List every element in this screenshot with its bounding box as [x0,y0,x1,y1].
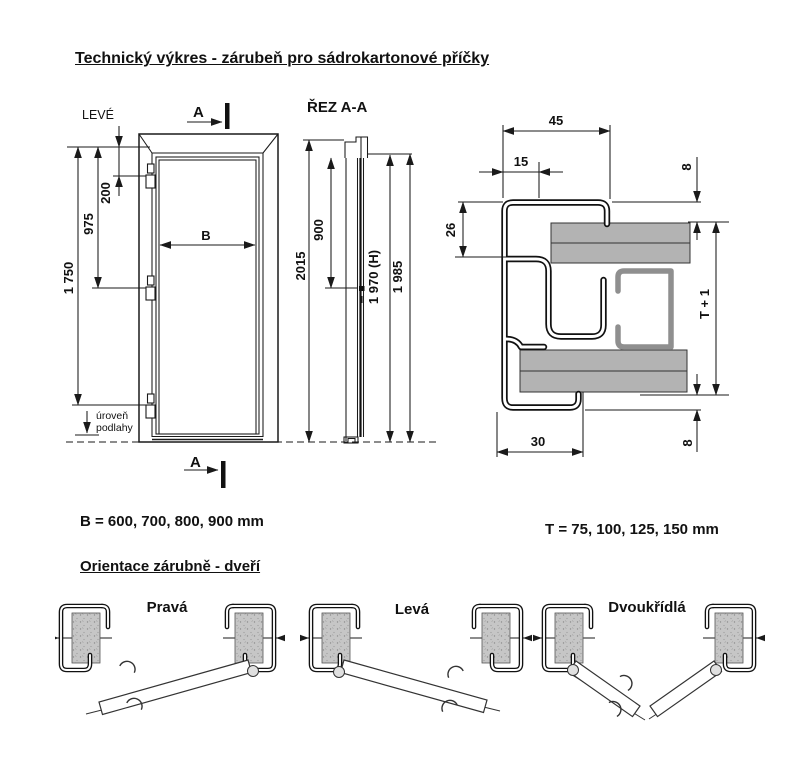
cross-section-dimension-lines [455,125,729,457]
orientation-label-leva: Levá [394,601,430,618]
floor-label-line2: podlahy [96,422,133,434]
dim-45: 45 [548,113,564,128]
door-frame-outline [139,134,278,442]
hinge-bottom [146,394,155,418]
dim-30: 30 [530,434,546,449]
section-marker-top [187,103,230,129]
jamb-profile-left [533,606,595,670]
orientation-leva [300,601,532,713]
orientation-prava [55,599,285,715]
door-leaf-outline [152,157,263,440]
cross-section-view [443,113,729,457]
hinge-pivot-right [711,665,722,676]
frame-profile-cross-section-drawing [435,95,745,475]
hinge-pivot [334,667,345,678]
section-letter-top: A [193,104,204,121]
door-orientation-diagrams [55,588,800,758]
hinge-middle [146,276,155,300]
hinge-pivot-left [568,665,579,676]
dim-t-plus-1: T + 1 [697,289,712,319]
door-leaf [99,660,252,715]
section-profile [344,137,368,443]
jamb-profile-left [55,606,112,670]
elevation-view [61,103,302,488]
orientation-dvoukridla [533,599,765,720]
section-title: ŘEZ A-A [307,99,368,116]
orientation-label-dvoukridla: Dvoukřídlá [608,599,686,616]
elevation-dimension-lines [67,126,255,405]
page-title: Technický výkres - zárubeň pro sádrokartonové příčky [75,50,490,67]
frame-elevation-and-section-drawing [55,85,445,495]
door-handle-icon [120,659,138,673]
dim-200: 200 [98,182,113,204]
t-values-label: T = 75, 100, 125, 150 mm [545,521,719,538]
metal-stud-profile [618,271,671,347]
dim-975: 975 [81,213,96,235]
hand-label-leve: LEVÉ [82,108,114,122]
dim-15: 15 [513,154,529,169]
dim-900: 900 [311,219,326,241]
dim-8-top: 8 [679,163,694,171]
jamb-profile-right [703,606,765,670]
dim-1985: 1 985 [390,260,405,294]
dim-8-bottom: 8 [680,439,695,447]
orientation-label-prava: Pravá [146,599,188,616]
section-marker-bottom [184,454,226,488]
dim-1970-h: 1 970 (H) [366,249,381,305]
jamb-profile-left [300,606,362,670]
jamb-profile-right [223,606,285,670]
door-leaf [341,660,488,713]
b-values-label: B = 600, 700, 800, 900 mm [80,513,264,530]
door-handle-icon [620,673,635,691]
section-view [286,98,438,443]
lock-mark [359,286,365,291]
orientation-heading: Orientace zárubně - dveří [80,558,261,575]
dim-26: 26 [443,222,458,238]
floor-label-line1: úroveň [96,410,129,422]
dim-door-width-b: B [201,228,211,243]
hinge-top [146,164,155,188]
hinge-pivot [248,666,259,677]
dim-2015: 2015 [293,251,308,281]
dim-1750: 1 750 [61,261,76,295]
door-handle-icon [445,664,463,678]
section-letter-bottom: A [190,454,201,471]
jamb-profile-right [470,606,532,670]
